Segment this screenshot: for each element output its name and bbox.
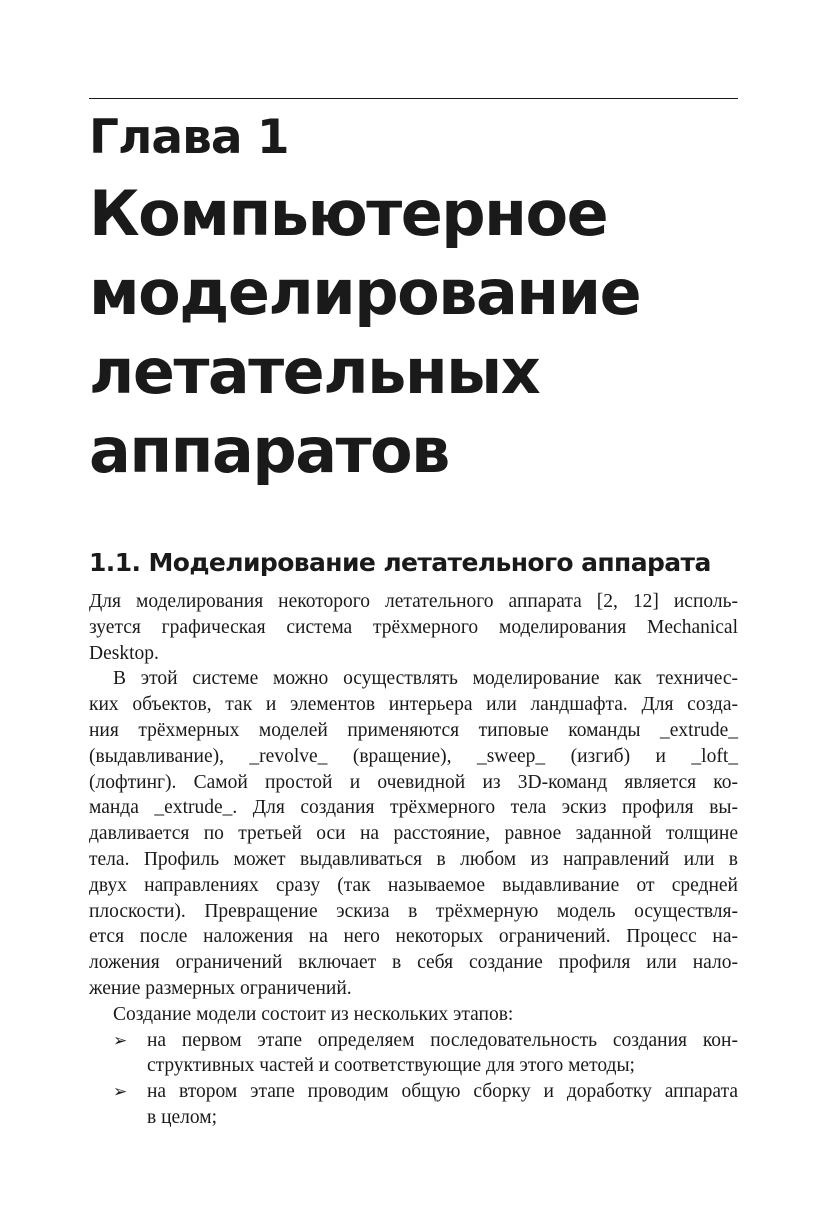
- text-line: ких объектов, так и элементов интерьера или ландшафта. Для созда-: [89, 694, 738, 716]
- text-line: в целом;: [147, 1106, 218, 1128]
- bullet-list: [89, 1028, 738, 1131]
- arrow-bullet-icon: ➢: [113, 1030, 128, 1050]
- arrow-bullet-icon: ➢: [113, 1082, 128, 1102]
- text-line: Создание модели состоит из нескольких этапов:: [113, 1003, 514, 1025]
- text-line: зуется графическая система трёхмерного моделирования Mechanical: [89, 616, 738, 638]
- text-line: ложения ограничений включает в себя создание профиля или нало-: [89, 952, 738, 974]
- body-text: [89, 589, 738, 1131]
- paragraph-1: [89, 589, 738, 666]
- text-line: давливается по третьей оси на расстояние, равное заданной толщине: [89, 823, 738, 845]
- text-line: Для моделирования некоторого летательного аппарата [2, 12] исполь-: [89, 591, 738, 612]
- text-line: плоскости). Превращение эскиза в трёхмерную модель осуществля-: [89, 900, 738, 922]
- text-line: Desktop.: [89, 642, 159, 664]
- text-line: на втором этапе проводим общую сборку и доработку аппарата: [147, 1081, 738, 1103]
- chapter-title-line: летательных: [89, 335, 540, 408]
- text-line: двух направлениях сразу (так называемое выдавливание от средней: [89, 874, 738, 896]
- text-line: ется после наложения на него некоторых ограничений. Процесс на-: [89, 926, 738, 948]
- section-heading: 1.1. Моделирование летательного аппарата: [89, 548, 711, 577]
- text-line: ния трёхмерных моделей применяются типовые команды _extrude_: [89, 719, 738, 741]
- text-line: (лофтинг). Самой простой и очевидной из 3D-команд является ко-: [89, 771, 738, 793]
- chapter-title-line: аппаратов: [89, 414, 449, 487]
- text-line: (выдавливание), _revolve_ (вращение), _sweep_ (изгиб) и _loft_: [89, 745, 738, 767]
- list-item: [89, 1028, 738, 1080]
- text-line: манда _extrude_. Для создания трёхмерного тела эскиз профиля вы-: [89, 797, 738, 819]
- text-line: на первом этапе определяем последовательность создания кон-: [147, 1029, 738, 1051]
- text-line: жение размерных ограничений.: [89, 977, 352, 999]
- text-line: В этой системе можно осуществлять моделирование как техничес-: [113, 668, 738, 690]
- paragraph-2: [89, 666, 738, 1001]
- chapter-label: Глава 1: [89, 110, 289, 165]
- paragraph-3: [89, 1002, 738, 1028]
- text-line: структивных частей и соответствующие для этого методы;: [147, 1055, 635, 1077]
- text-line: тела. Профиль может выдавливаться в любом из направлений или в: [89, 848, 738, 870]
- chapter-title: [89, 174, 749, 490]
- chapter-title-line: моделирование: [89, 256, 641, 329]
- chapter-title-line: Компьютерное: [89, 177, 608, 250]
- chapter-top-rule: [89, 98, 738, 99]
- list-item: [89, 1079, 738, 1131]
